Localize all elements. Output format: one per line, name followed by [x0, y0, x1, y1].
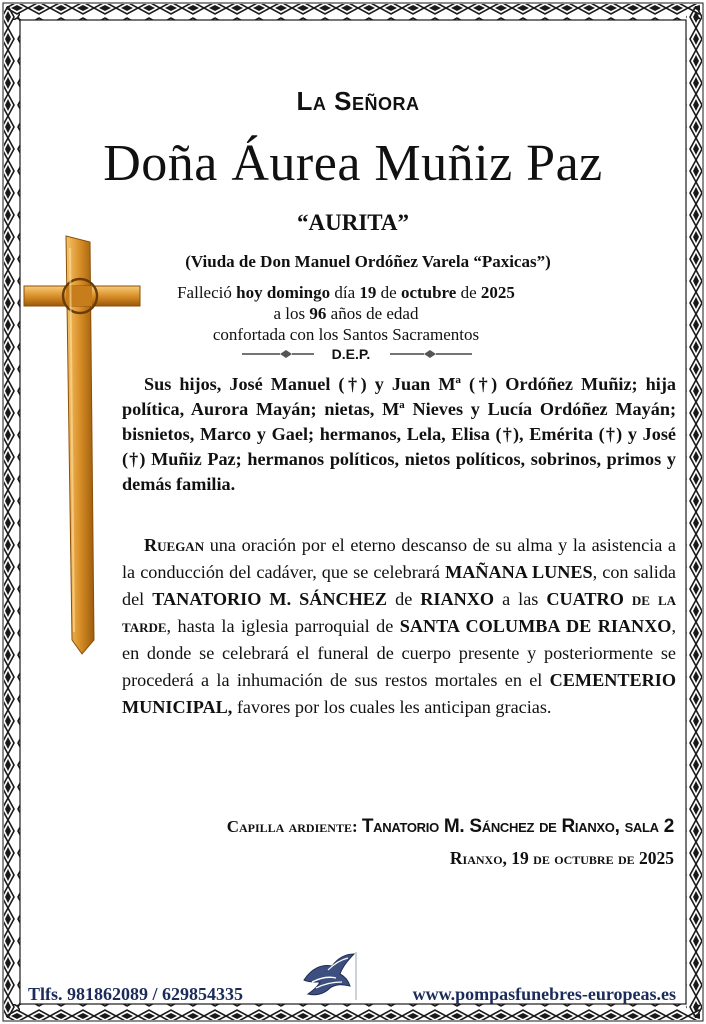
nickname: “AURITA” — [296, 210, 410, 235]
chapel-label: Capilla ardiente: — [226, 817, 358, 836]
death-day-word: día — [334, 283, 356, 302]
ceremony-text: a las — [494, 589, 547, 609]
death-day: 19 — [359, 283, 377, 302]
ceremony-church: SANTA COLUMBA DE RIANXO — [399, 616, 672, 636]
ceremony-text: de — [387, 589, 421, 609]
footer-website-link[interactable]: www.pompasfunebres-europeas.es — [412, 984, 676, 1004]
widow-line: (Viuda de Don Manuel Ordóñez Varela “Paxicas”) — [185, 252, 551, 271]
ceremony-afternoon: de la tarde — [122, 589, 677, 636]
ruegan: Ruegan — [144, 535, 205, 555]
deceased-name: Doña Áurea Muñiz Paz — [103, 135, 603, 192]
chapel-line — [150, 816, 674, 838]
death-date-line — [140, 282, 552, 303]
age-post: años de edad — [330, 304, 419, 323]
death-year: 2025 — [480, 283, 515, 302]
ceremony-text: , hasta la iglesia parroquial de — [166, 616, 400, 636]
ceremony-paragraph — [122, 532, 676, 721]
ceremony-text: , con salida del — [122, 562, 676, 609]
dep-label: D.E.P. — [331, 346, 371, 362]
ceremony-day: MAÑANA LUNES — [445, 562, 593, 582]
footer-phones: Tlfs. 981862089 / 629854335 — [28, 984, 244, 1004]
ceremony-text — [624, 589, 632, 609]
death-verb: Falleció — [177, 283, 232, 302]
honorific: La Señora — [296, 86, 420, 116]
chapel-place: Tanatorio M. Sánchez de Rianxo, sala 2 — [361, 816, 674, 837]
dep-divider — [242, 345, 472, 363]
dove-logo-icon — [298, 950, 360, 1002]
ceremony-text: , en donde se celebrará el funeral de cuerpo presente y posteriormente se procederá a la inhumación de sus restos mortales en el — [122, 616, 676, 690]
ceremony-cemetery: CEMENTERIO MUNICIPAL, — [122, 670, 676, 717]
death-of1: de — [380, 283, 397, 302]
sacraments-line: confortada con los Santos Sacramentos — [212, 325, 480, 344]
place-date: Rianxo, 19 de octubre de 2025 — [449, 848, 674, 868]
family-paragraph: Sus hijos, José Manuel (†) y Juan Mª (†) Ordóñez Muñiz; hija política, Aurora Mayán; nietas, Mª Nieves y Lucía Ordóñez Mayán; bisnietos, Marco y Gael; hermanos, Lela, Elisa (†), Emérita (†) y José (†) Muñiz Paz; hermanos políticos, nietos políticos, sobrinos, primos y demás familia. — [122, 374, 676, 494]
death-details — [140, 282, 552, 345]
age-pre: a los — [273, 304, 306, 323]
ceremony-text: una oración por el eterno descanso de su alma y la asistencia a la conducción del cadáver, que se celebrará — [122, 535, 676, 582]
death-of2: de — [460, 283, 477, 302]
ceremony-text: favores por los cuales les anticipan gracias. — [232, 697, 552, 717]
age-line — [140, 303, 552, 324]
ceremony-hour: CUATRO — [546, 589, 624, 609]
death-month: octubre — [400, 283, 457, 302]
ceremony-funeral-home: TANATORIO M. SÁNCHEZ — [152, 589, 388, 609]
death-when: hoy domingo — [236, 283, 331, 302]
ceremony-town: RIANXO — [420, 589, 495, 609]
age-value: 96 — [309, 304, 327, 323]
